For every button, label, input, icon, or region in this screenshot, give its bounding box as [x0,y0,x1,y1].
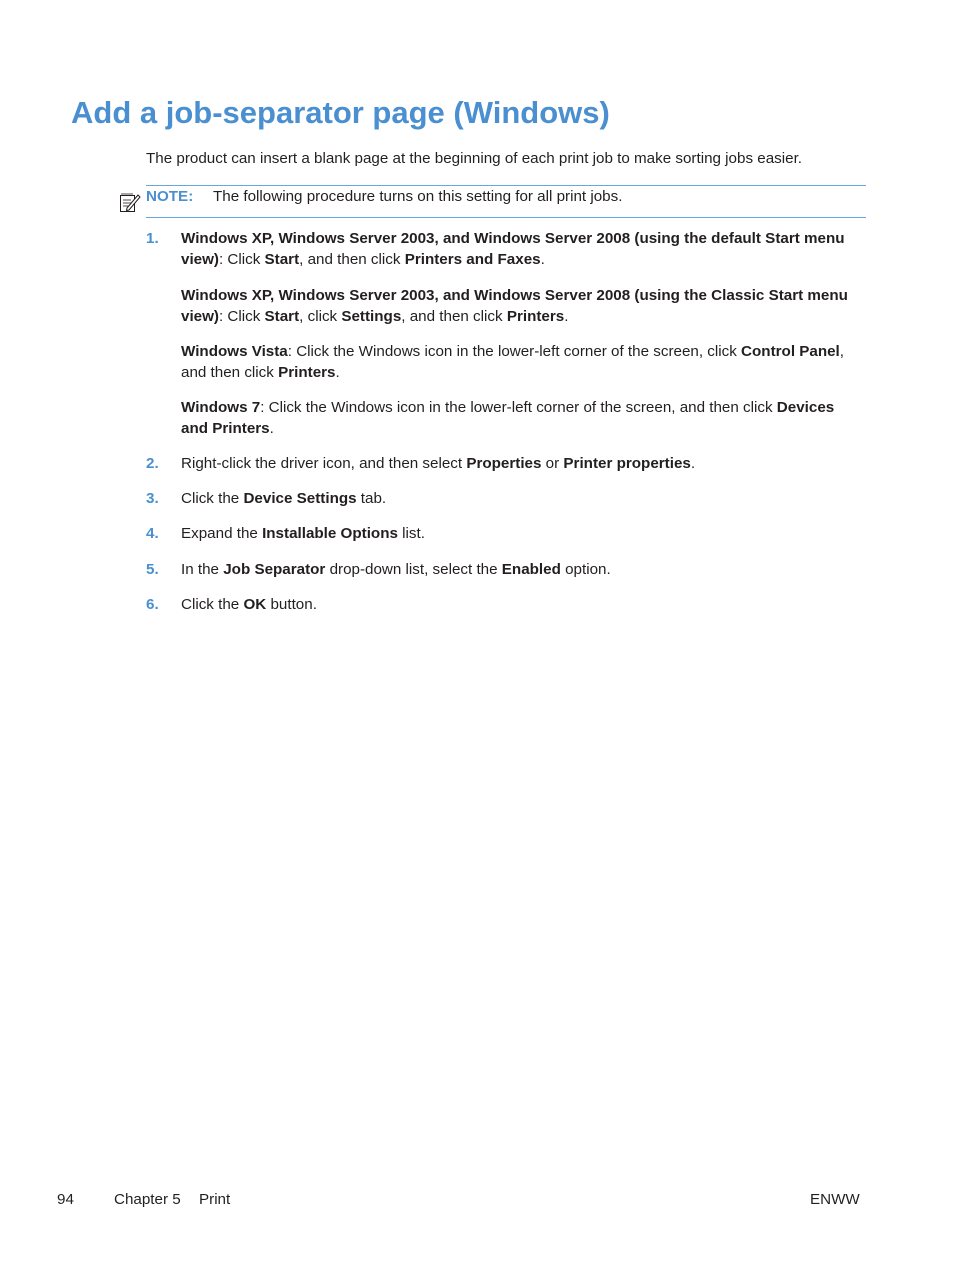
bold-run: Devices and Printers [181,399,835,437]
bold-run: Properties [466,455,542,472]
note-label: NOTE: [146,188,194,205]
text-run: : Click the Windows icon in the lower-left corner of the screen, and then click [260,399,777,416]
bold-run: Settings [341,307,402,325]
step-1-paragraph-2 [181,286,851,327]
step-3-paragraph [181,489,851,510]
bold-run: Control Panel [741,343,840,360]
bold-run: Windows XP, Windows Server 2003, and Windows Server 2008 (using the default Start menu view) [181,230,845,268]
note-icon [118,190,142,214]
text-run: Click the [181,490,244,507]
text-run: button. [266,596,317,613]
bold-run: Printers and Faxes [404,250,541,268]
text-run: In the [181,561,224,578]
bold-run: Windows 7 [181,399,261,416]
step-number: 6. [146,596,159,613]
text-run: , click [299,307,342,325]
text-run: : Click [218,250,265,268]
text-run: , and then click [299,250,405,268]
text-run: Expand the [181,525,263,542]
step-number: 3. [146,490,159,507]
text-run: . [540,250,545,268]
text-run: , and then click [401,307,507,325]
bold-run: Start [264,307,300,325]
footer-chapter: Chapter 5 [114,1191,181,1208]
step-4-paragraph [181,524,851,545]
bold-run: Printers [278,363,336,381]
text-run: : Click [218,307,265,325]
step-6-paragraph [181,595,851,616]
bold-run: Windows Vista [181,343,288,360]
text-run: . [690,455,696,472]
text-run: . [335,363,340,381]
step-number: 2. [146,455,159,472]
text-run: option. [560,561,611,578]
step-5-paragraph [181,560,851,581]
footer-section: Print [199,1191,231,1208]
bold-run: OK [243,596,267,613]
page-title: Add a job-separator page (Windows) [71,95,610,130]
text-run: Right-click the driver icon, and then select [181,455,467,472]
step-2-paragraph [181,454,851,475]
text-run: tab. [356,490,387,507]
step-1-paragraph-4 [181,398,851,439]
footer-doc-id: ENWW [810,1191,860,1208]
text-run: drop-down list, select the [325,561,502,578]
bold-run: Device Settings [243,490,357,507]
bold-run: Enabled [501,561,561,578]
text-run: list. [397,525,425,542]
text-run: . [564,307,569,325]
text-run: Click the [181,596,244,613]
step-1-paragraph-1 [181,229,851,270]
note-box [146,185,866,218]
bold-run: Start [264,250,300,268]
text-run: . [269,419,274,437]
bold-run: Printers [506,307,565,325]
step-number: 1. [146,230,159,247]
intro-paragraph: The product can insert a blank page at the beginning of each print job to make sorting jobs easier. [146,150,803,167]
text-run: or [541,455,564,472]
footer-page-number: 94 [57,1191,74,1208]
bold-run: Installable Options [262,525,398,542]
text-run: : Click the Windows icon in the lower-left corner of the screen, click [287,343,742,360]
text-run: , and then click [181,343,845,381]
note-text: The following procedure turns on this setting for all print jobs. [213,188,623,205]
bold-run: Job Separator [223,561,326,578]
step-number: 4. [146,525,159,542]
step-1-paragraph-3 [181,342,851,383]
bold-run: Printer properties [563,455,691,472]
bold-run: Windows XP, Windows Server 2003, and Windows Server 2008 (using the Classic Start menu view) [181,287,848,325]
step-number: 5. [146,561,159,578]
